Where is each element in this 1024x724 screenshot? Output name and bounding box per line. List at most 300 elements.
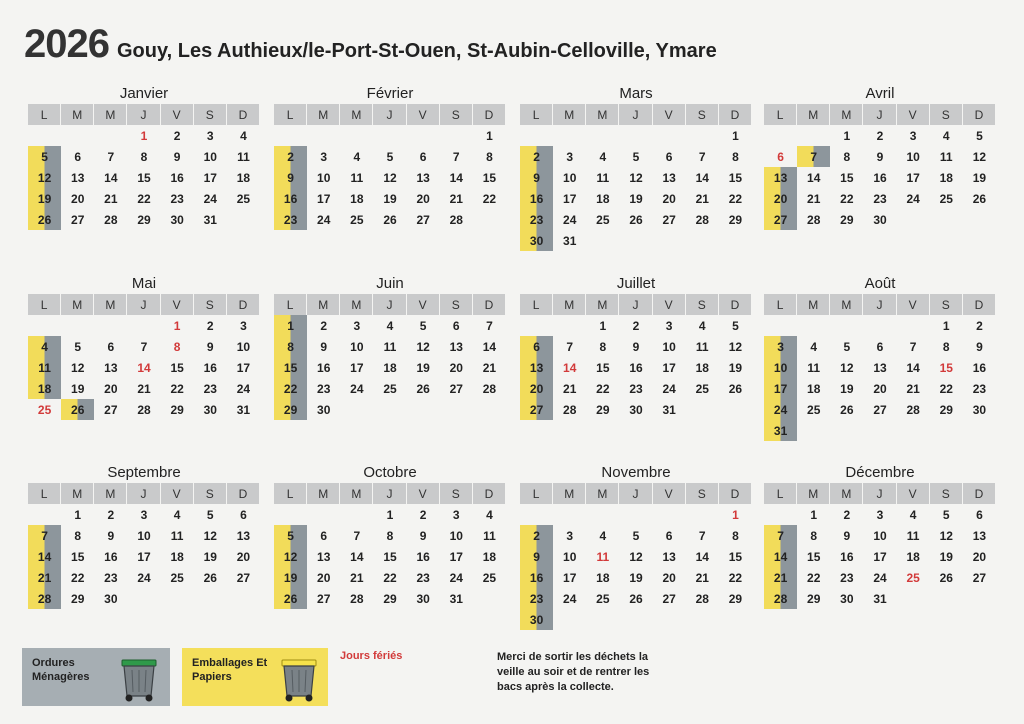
day-cell: 29 [939, 402, 953, 417]
collection-day-cell: 9 [274, 167, 307, 188]
day-cell: 8 [732, 528, 739, 543]
day-cell: 26 [203, 570, 217, 585]
month-name: Janvier [119, 85, 169, 102]
grey-bin-icon [118, 656, 158, 702]
day-cell: 9 [419, 528, 427, 543]
day-cell: 20 [449, 360, 463, 375]
weekday-header: J [863, 104, 896, 125]
day-cell: 29 [840, 212, 854, 227]
day-cell: 27 [317, 591, 331, 606]
day-cell: 15 [71, 549, 85, 564]
weekday-header: D [473, 483, 506, 504]
weekday-header: S [930, 294, 963, 315]
day-cell: 4 [386, 318, 394, 333]
day-cell: 18 [596, 570, 610, 585]
day-cell: 13 [662, 549, 676, 564]
collection-day-cell: 20 [764, 188, 797, 209]
weekday-header: M [797, 294, 830, 315]
empty-cell [274, 125, 307, 146]
day-cell: 26 [629, 591, 643, 606]
day-cell: 16 [629, 360, 643, 375]
day-cell: 14 [482, 339, 497, 354]
weekday-header: V [161, 483, 194, 504]
day-cell: 25 [695, 381, 709, 396]
month-name: Novembre [601, 464, 671, 481]
day-cell: 15 [728, 549, 743, 564]
day-cell: 10 [563, 170, 577, 185]
day-cell: 7 [909, 339, 917, 354]
weekday-header: D [719, 483, 752, 504]
day-cell: 2 [107, 507, 115, 522]
day-cell: 5 [419, 318, 427, 333]
day-cell: 17 [563, 570, 577, 585]
weekday-header: D [963, 294, 996, 315]
day-cell: 12 [416, 339, 430, 354]
empty-cell [619, 125, 652, 146]
day-cell: 19 [728, 360, 743, 375]
day-cell: 28 [104, 212, 118, 227]
month-name: Avril [865, 85, 895, 102]
day-cell: 19 [629, 570, 643, 585]
towns-title: Gouy, Les Authieux/le-Port-St-Ouen, St-Aubin-Celloville, Ymare [116, 40, 717, 62]
day-cell: 20 [873, 381, 887, 396]
weekday-header: M [307, 483, 340, 504]
day-cell: 13 [236, 528, 251, 543]
day-cell: 22 [170, 381, 184, 396]
day-cell: 10 [873, 528, 887, 543]
weekday-header: V [897, 483, 930, 504]
day-cell: 8 [843, 149, 851, 164]
day-cell: 2 [320, 318, 328, 333]
day-cell: 11 [383, 339, 397, 354]
month-11 [520, 463, 752, 630]
collection-day-cell: 13 [764, 167, 797, 188]
weekday-header: D [719, 294, 752, 315]
month-10 [274, 463, 506, 609]
month-name: Août [864, 275, 896, 292]
day-cell: 25 [170, 570, 184, 585]
weekday-header: M [307, 294, 340, 315]
collection-day-cell: 23 [520, 588, 553, 609]
day-cell: 18 [807, 381, 821, 396]
collection-day-cell: 28 [764, 588, 797, 609]
month-name: Décembre [845, 464, 915, 481]
day-cell: 4 [599, 528, 607, 543]
day-cell: 20 [236, 549, 251, 564]
day-cell: 27 [71, 212, 85, 227]
day-cell: 28 [695, 591, 709, 606]
day-cell: 16 [170, 170, 184, 185]
day-cell: 1 [810, 507, 818, 522]
holiday-day-cell: 1 [173, 318, 181, 333]
yellow-lid-bin-icon [278, 656, 318, 702]
day-cell: 15 [728, 170, 743, 185]
empty-cell [61, 125, 94, 146]
day-cell: 29 [170, 402, 184, 417]
month-name: Février [366, 85, 414, 102]
month-1 [28, 84, 260, 230]
holiday-day-cell: 14 [563, 360, 577, 375]
weekday-header: V [653, 294, 686, 315]
day-cell: 12 [728, 339, 743, 354]
weekday-header: J [127, 483, 160, 504]
weekday-header: M [340, 294, 373, 315]
day-cell: 9 [632, 339, 640, 354]
collection-day-cell: 10 [764, 357, 797, 378]
day-cell: 12 [71, 360, 85, 375]
day-cell: 11 [807, 360, 821, 375]
weekday-header: M [61, 294, 94, 315]
weekday-header: L [764, 294, 797, 315]
empty-cell [553, 125, 586, 146]
empty-cell [797, 125, 830, 146]
month-12 [764, 463, 996, 609]
day-cell: 30 [840, 591, 854, 606]
month-7 [520, 274, 752, 420]
day-cell: 16 [203, 360, 217, 375]
day-cell: 2 [876, 128, 884, 143]
day-cell: 15 [840, 170, 854, 185]
collection-day-cell: 23 [520, 209, 553, 230]
collection-day-cell: 27 [520, 399, 553, 420]
day-cell: 14 [695, 549, 709, 564]
weekday-header: J [373, 294, 406, 315]
weekday-header: J [619, 104, 652, 125]
legend-emballages-papiers [182, 648, 328, 706]
empty-cell [619, 504, 652, 525]
day-cell: 10 [662, 339, 676, 354]
day-cell: 4 [353, 149, 361, 164]
holiday-day-cell: 25 [37, 402, 52, 417]
month-name: Mai [131, 275, 157, 292]
weekday-header: M [553, 483, 586, 504]
month-name: Juillet [616, 275, 656, 292]
day-cell: 12 [383, 170, 397, 185]
day-cell: 10 [317, 170, 331, 185]
day-cell: 3 [206, 128, 214, 143]
collection-day-cell: 3 [764, 336, 797, 357]
day-cell: 19 [71, 381, 85, 396]
month-3 [520, 84, 752, 251]
day-cell: 26 [840, 402, 854, 417]
day-cell: 22 [840, 191, 854, 206]
empty-cell [340, 125, 373, 146]
collection-day-cell: 29 [274, 399, 307, 420]
weekday-header: L [28, 104, 61, 125]
collection-day-cell: 5 [274, 525, 307, 546]
day-cell: 7 [698, 149, 706, 164]
weekday-header: D [963, 483, 996, 504]
day-cell: 6 [665, 528, 673, 543]
empty-cell [553, 315, 586, 336]
collection-day-cell: 2 [520, 525, 553, 546]
day-cell: 19 [629, 191, 643, 206]
day-cell: 12 [939, 528, 953, 543]
day-cell: 14 [104, 170, 118, 185]
weekday-header: V [407, 104, 440, 125]
day-cell: 13 [873, 360, 887, 375]
weekday-header: M [830, 483, 863, 504]
day-cell: 2 [206, 318, 214, 333]
day-cell: 16 [972, 360, 987, 375]
day-cell: 22 [728, 570, 743, 585]
day-cell: 27 [416, 212, 430, 227]
day-cell: 5 [632, 149, 640, 164]
day-cell: 13 [662, 170, 676, 185]
day-cell: 23 [104, 570, 118, 585]
day-cell: 17 [203, 170, 217, 185]
day-cell: 3 [665, 318, 673, 333]
day-cell: 31 [236, 402, 251, 417]
day-cell: 6 [240, 507, 247, 522]
day-cell: 29 [728, 212, 743, 227]
weekday-header: M [830, 294, 863, 315]
weekday-header: M [307, 104, 340, 125]
day-cell: 6 [452, 318, 460, 333]
collection-day-cell: 7 [28, 525, 61, 546]
day-cell: 24 [137, 570, 151, 585]
month-name: Mars [619, 85, 653, 102]
day-cell: 27 [236, 570, 251, 585]
day-cell: 11 [596, 170, 610, 185]
weekday-header: J [863, 483, 896, 504]
day-cell: 29 [728, 591, 743, 606]
empty-cell [830, 315, 863, 336]
day-cell: 19 [972, 170, 987, 185]
empty-cell [307, 504, 340, 525]
collection-day-cell: 9 [520, 167, 553, 188]
day-cell: 15 [170, 360, 184, 375]
day-cell: 20 [416, 191, 430, 206]
weekday-header: V [407, 483, 440, 504]
weekday-header: D [473, 294, 506, 315]
weekday-header: S [440, 104, 473, 125]
holiday-day-cell: 8 [173, 339, 181, 354]
day-cell: 24 [350, 381, 364, 396]
collection-day-cell: 31 [764, 420, 797, 441]
weekday-header: S [686, 483, 719, 504]
weekday-header: V [653, 104, 686, 125]
weekday-header: D [963, 104, 996, 125]
collection-day-cell: 6 [520, 336, 553, 357]
day-cell: 3 [320, 149, 328, 164]
weekday-header: M [586, 104, 619, 125]
day-cell: 15 [807, 549, 821, 564]
collection-day-cell: 14 [28, 546, 61, 567]
day-cell: 30 [104, 591, 118, 606]
weekday-header: L [274, 483, 307, 504]
holiday-day-cell: 25 [906, 570, 920, 585]
day-cell: 2 [419, 507, 427, 522]
day-cell: 3 [240, 318, 247, 333]
day-cell: 8 [942, 339, 950, 354]
weekday-header: S [686, 294, 719, 315]
holiday-day-cell: 1 [140, 128, 148, 143]
weekday-header: M [94, 483, 127, 504]
weekday-header: L [520, 483, 553, 504]
weekday-header: S [440, 483, 473, 504]
collection-day-cell: 16 [274, 188, 307, 209]
day-cell: 10 [137, 528, 151, 543]
day-cell: 14 [906, 360, 920, 375]
day-cell: 9 [876, 149, 884, 164]
day-cell: 24 [236, 381, 251, 396]
day-cell: 27 [873, 402, 887, 417]
day-cell: 15 [383, 549, 397, 564]
day-cell: 4 [173, 507, 181, 522]
day-cell: 4 [486, 507, 493, 522]
day-cell: 28 [695, 212, 709, 227]
legend-emballages-label: Emballages Et Papiers [192, 657, 268, 683]
weekday-header: J [863, 294, 896, 315]
day-cell: 12 [629, 170, 643, 185]
weekday-header: V [653, 483, 686, 504]
day-cell: 16 [317, 360, 331, 375]
day-cell: 22 [482, 191, 497, 206]
day-cell: 10 [236, 339, 251, 354]
legend-ordures-label: Ordures Ménagères [32, 657, 90, 683]
day-cell: 21 [906, 381, 920, 396]
day-cell: 10 [449, 528, 463, 543]
day-cell: 29 [807, 591, 821, 606]
month-5 [28, 274, 260, 420]
weekday-header: V [897, 294, 930, 315]
day-cell: 23 [840, 570, 854, 585]
day-cell: 24 [873, 570, 887, 585]
day-cell: 25 [383, 381, 397, 396]
day-cell: 16 [840, 549, 854, 564]
day-cell: 4 [240, 128, 247, 143]
day-cell: 26 [972, 191, 987, 206]
day-cell: 24 [662, 381, 676, 396]
day-cell: 4 [942, 128, 950, 143]
empty-cell [586, 504, 619, 525]
empty-cell [764, 504, 797, 525]
day-cell: 30 [416, 591, 430, 606]
collection-day-cell: 16 [520, 567, 553, 588]
day-cell: 10 [203, 149, 217, 164]
day-cell: 11 [237, 149, 250, 164]
weekday-header: M [797, 483, 830, 504]
collection-day-cell: 2 [520, 146, 553, 167]
legend-ordures-menageres [22, 648, 170, 706]
day-cell: 3 [566, 149, 574, 164]
day-cell: 11 [483, 528, 496, 543]
day-cell: 3 [353, 318, 361, 333]
day-cell: 1 [74, 507, 82, 522]
day-cell: 26 [416, 381, 430, 396]
collection-day-cell: 19 [274, 567, 307, 588]
day-cell: 5 [74, 339, 82, 354]
month-4 [764, 84, 996, 230]
day-cell: 25 [939, 191, 953, 206]
month-name: Octobre [363, 464, 417, 481]
day-cell: 7 [452, 149, 460, 164]
weekday-header: V [407, 294, 440, 315]
day-cell: 13 [317, 549, 331, 564]
day-cell: 17 [449, 549, 463, 564]
weekday-header: S [194, 294, 227, 315]
day-cell: 22 [383, 570, 397, 585]
collection-note: Merci de sortir les déchets la veille au soir et de rentrer les bacs après la collecte. [497, 651, 650, 693]
day-cell: 29 [596, 402, 610, 417]
day-cell: 24 [906, 191, 920, 206]
empty-cell [307, 125, 340, 146]
day-cell: 17 [350, 360, 364, 375]
holiday-day-cell: 11 [596, 549, 610, 564]
day-cell: 17 [662, 360, 676, 375]
collection-day-cell: 9 [520, 546, 553, 567]
day-cell: 4 [698, 318, 706, 333]
day-cell: 3 [909, 128, 917, 143]
collection-day-cell: 22 [274, 378, 307, 399]
day-cell: 8 [810, 528, 818, 543]
day-cell: 12 [203, 528, 217, 543]
day-cell: 7 [698, 528, 706, 543]
day-cell: 16 [104, 549, 118, 564]
collection-day-cell: 8 [274, 336, 307, 357]
day-cell: 17 [236, 360, 251, 375]
day-cell: 17 [317, 191, 331, 206]
month-name: Septembre [107, 464, 181, 481]
day-cell: 25 [236, 191, 251, 206]
day-cell: 3 [140, 507, 148, 522]
day-cell: 28 [906, 402, 920, 417]
weekday-header: V [161, 294, 194, 315]
holiday-day-cell: 14 [137, 360, 151, 375]
day-cell: 8 [599, 339, 607, 354]
empty-cell [653, 125, 686, 146]
day-cell: 8 [732, 149, 739, 164]
day-cell: 30 [972, 402, 987, 417]
day-cell: 22 [596, 381, 610, 396]
weekday-header: L [28, 294, 61, 315]
day-cell: 19 [416, 360, 430, 375]
day-cell: 24 [563, 591, 577, 606]
holiday-day-cell: 1 [732, 507, 739, 522]
day-cell: 18 [596, 191, 610, 206]
day-cell: 18 [383, 360, 397, 375]
page-header [24, 22, 717, 67]
weekday-header: M [61, 104, 94, 125]
day-cell: 23 [416, 570, 430, 585]
day-cell: 14 [695, 170, 709, 185]
day-cell: 18 [236, 170, 251, 185]
month-8 [764, 274, 996, 441]
day-cell: 9 [173, 149, 181, 164]
empty-cell [797, 315, 830, 336]
day-cell: 5 [206, 507, 214, 522]
day-cell: 9 [320, 339, 328, 354]
collection-day-cell: 14 [764, 546, 797, 567]
day-cell: 11 [350, 170, 364, 185]
weekday-header: D [227, 104, 260, 125]
day-cell: 21 [807, 191, 821, 206]
day-cell: 19 [840, 381, 854, 396]
day-cell: 4 [599, 149, 607, 164]
day-cell: 21 [104, 191, 118, 206]
weekday-header: S [440, 294, 473, 315]
collection-day-cell: 13 [520, 357, 553, 378]
collection-day-cell: 26 [28, 209, 61, 230]
weekday-header: M [586, 483, 619, 504]
day-cell: 9 [976, 339, 983, 354]
day-cell: 22 [939, 381, 953, 396]
weekday-header: L [520, 294, 553, 315]
day-cell: 6 [419, 149, 427, 164]
empty-cell [28, 504, 61, 525]
day-cell: 27 [662, 591, 676, 606]
